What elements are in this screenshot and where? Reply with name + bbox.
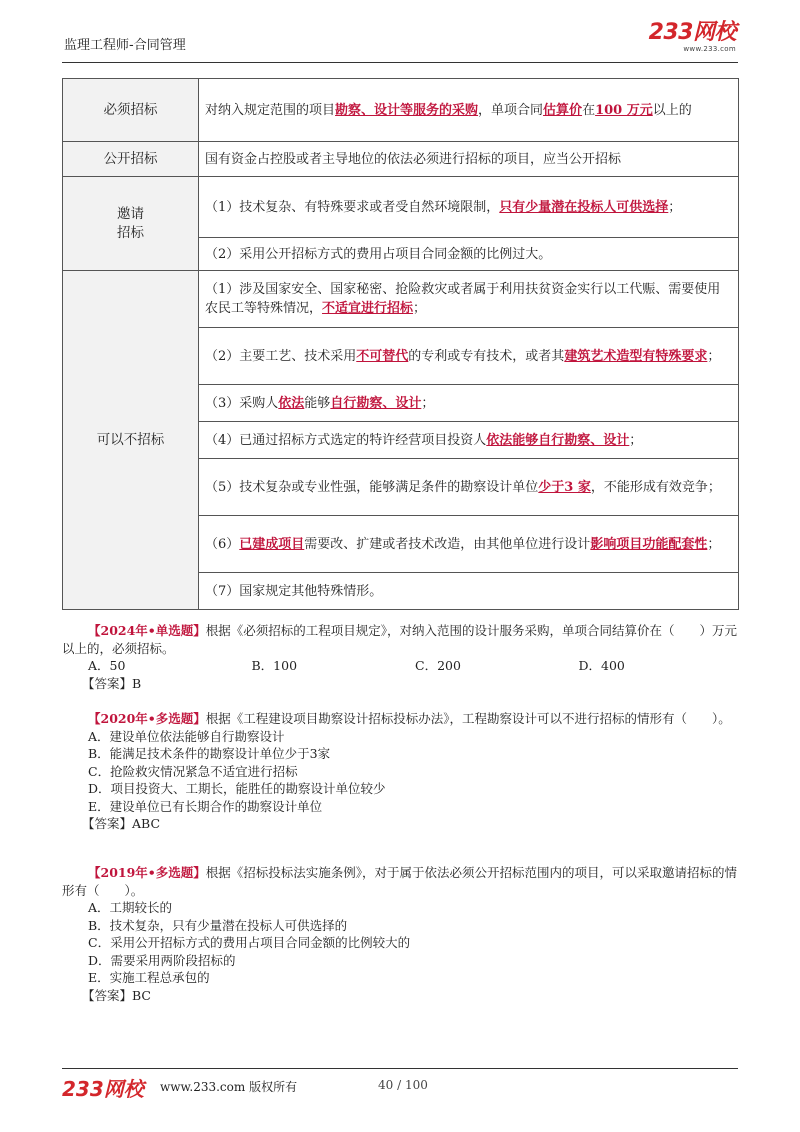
exempt-item-7: （7）国家规定其他特殊情形。 — [199, 573, 739, 610]
option: B．技术复杂，只有少量潜在投标人可供选择的 — [88, 917, 348, 933]
invite-item-2: （2）采用公开招标方式的费用占项目合同金额的比例过大。 — [199, 238, 739, 271]
option: A．工期较长的 — [88, 900, 173, 915]
page-number: 40 / 100 — [378, 1078, 428, 1092]
option: D．400 — [578, 658, 625, 673]
text: （1）技术复杂、有特殊要求或者受自然环境限制， — [205, 199, 500, 215]
text: ，不能形成有效竞争； — [590, 479, 721, 495]
exempt-item-3 — [199, 385, 739, 422]
highlight: 已建成项目 — [239, 536, 305, 552]
text: 需要改、扩建或者技术改造，由其他单位进行设计 — [304, 536, 591, 552]
table-row — [63, 177, 739, 238]
question-2024 — [62, 622, 742, 692]
highlight: 勘察、设计等服务的采购 — [335, 102, 479, 118]
page-footer — [62, 1068, 738, 1101]
question-text: 根据《招标投标法实施条例》，对于属于依法必须公开招标范围内的项目，可以采取邀请招标的情形有（ ）。 — [62, 865, 738, 898]
text: 对纳入规定范围的项目 — [205, 102, 336, 118]
highlight: 不可替代 — [356, 348, 409, 364]
highlight: 估算价 — [543, 102, 583, 118]
question-text: 根据《工程建设项目勘察设计招标投标办法》，工程勘察设计可以不进行招标的情形有（ ）。 — [205, 711, 731, 726]
text: ； — [629, 432, 643, 448]
text: （6） — [205, 536, 240, 552]
question-text: 根据《必须招标的工程项目规定》，对纳入范围的设计服务采购，单项合同结算价在（ ）万元以上的，必须招标。 — [62, 623, 738, 656]
must-description — [199, 79, 739, 142]
table-row — [63, 142, 739, 177]
answer: 【答案】BC — [82, 987, 151, 1003]
question-tag: 【2020年•多选题】 — [88, 711, 206, 726]
text: ； — [668, 199, 682, 215]
logo-mark: 233网校 — [648, 20, 736, 45]
option: E．建设单位已有长期合作的勘察设计单位 — [88, 798, 323, 814]
option: C．200 — [415, 658, 461, 673]
option: B．能满足技术条件的勘察设计单位少于3家 — [88, 746, 331, 761]
option: A．建设单位依法能够自行勘察设计 — [88, 728, 285, 744]
answer: 【答案】B — [82, 675, 142, 691]
text: （1）涉及国家安全、国家秘密、抢险救灾或者属于利用扶贫资金实行以工代赈、需要使用农民工等特殊情况， — [205, 282, 721, 316]
option: C．抢险救灾情况紧急不适宜进行招标 — [88, 763, 298, 779]
text: 的专利或专有技术，或者其 — [408, 348, 565, 364]
question-stem — [62, 622, 742, 657]
logo-url: www.233.com — [683, 45, 736, 53]
option: C．采用公开招标方式的费用占项目合同金额的比例较大的 — [88, 935, 411, 950]
option: D．项目投资大、工期长，能胜任的勘察设计单位较少 — [88, 781, 386, 796]
table-row — [63, 79, 739, 142]
exempt-item-5 — [199, 459, 739, 516]
highlight: 建筑艺术造型有特殊要求 — [564, 348, 708, 364]
footer-logo: 233网校 — [62, 1077, 144, 1101]
highlight: 不适宜进行招标 — [322, 301, 414, 316]
category-line: 招标 — [117, 224, 144, 241]
option: E．实施工程总承包的 — [88, 970, 210, 985]
text: 能够 — [304, 395, 331, 411]
category-open: 公开招标 — [63, 142, 199, 177]
page-title: 监理工程师-合同管理 — [64, 38, 186, 53]
exempt-item-6 — [199, 516, 739, 573]
question-stem — [62, 710, 742, 728]
exempt-item-2 — [199, 328, 739, 385]
highlight: 依法能够自行勘察、设计 — [486, 432, 630, 448]
question-stem — [62, 864, 742, 899]
question-2020 — [62, 710, 742, 833]
page-header — [62, 18, 738, 63]
text: 在 — [582, 102, 596, 118]
text: ； — [413, 301, 427, 316]
exempt-item-4 — [199, 422, 739, 459]
text: ； — [707, 536, 721, 552]
option: A．50 — [88, 658, 126, 673]
highlight: 少于3 家 — [538, 479, 591, 495]
category-exempt: 可以不招标 — [63, 271, 199, 610]
text: ，单项合同 — [478, 102, 544, 118]
text: ； — [707, 348, 721, 364]
answer: 【答案】ABC — [82, 816, 161, 831]
category-line: 邀请 — [117, 205, 144, 222]
text: （2）主要工艺、技术采用 — [205, 348, 357, 364]
question-tag: 【2024年•单选题】 — [88, 623, 206, 638]
category-must: 必须招标 — [63, 79, 199, 142]
copyright: www.233.com 版权所有 — [160, 1080, 298, 1094]
highlight: 只有少量潜在投标人可供选择 — [499, 199, 669, 215]
invite-item-1 — [199, 177, 739, 238]
table-row — [63, 271, 739, 328]
text: ； — [421, 395, 435, 411]
highlight: 自行勘察、设计 — [330, 395, 422, 411]
highlight: 依法 — [278, 395, 305, 411]
text: （5）技术复杂或专业性强，能够满足条件的勘察设计单位 — [205, 479, 539, 495]
question-tag: 【2019年•多选题】 — [88, 865, 206, 880]
question-2019 — [62, 864, 742, 1004]
highlight: 影响项目功能配套性 — [590, 536, 708, 552]
text: 以上的 — [652, 102, 692, 118]
exempt-item-1 — [199, 271, 739, 328]
option: D．需要采用两阶段招标的 — [88, 952, 236, 968]
text: （3）采购人 — [205, 395, 279, 411]
option-list — [62, 657, 742, 675]
brand-logo — [649, 22, 736, 53]
bidding-rules-table — [62, 78, 739, 610]
text: （4）已通过招标方式选定的特许经营项目投资人 — [205, 432, 487, 448]
category-invite — [63, 177, 199, 271]
option: B．100 — [251, 658, 298, 673]
highlight: 100 万元 — [595, 102, 653, 118]
open-description: 国有资金占控股或者主导地位的依法必须进行招标的项目，应当公开招标 — [199, 142, 739, 177]
